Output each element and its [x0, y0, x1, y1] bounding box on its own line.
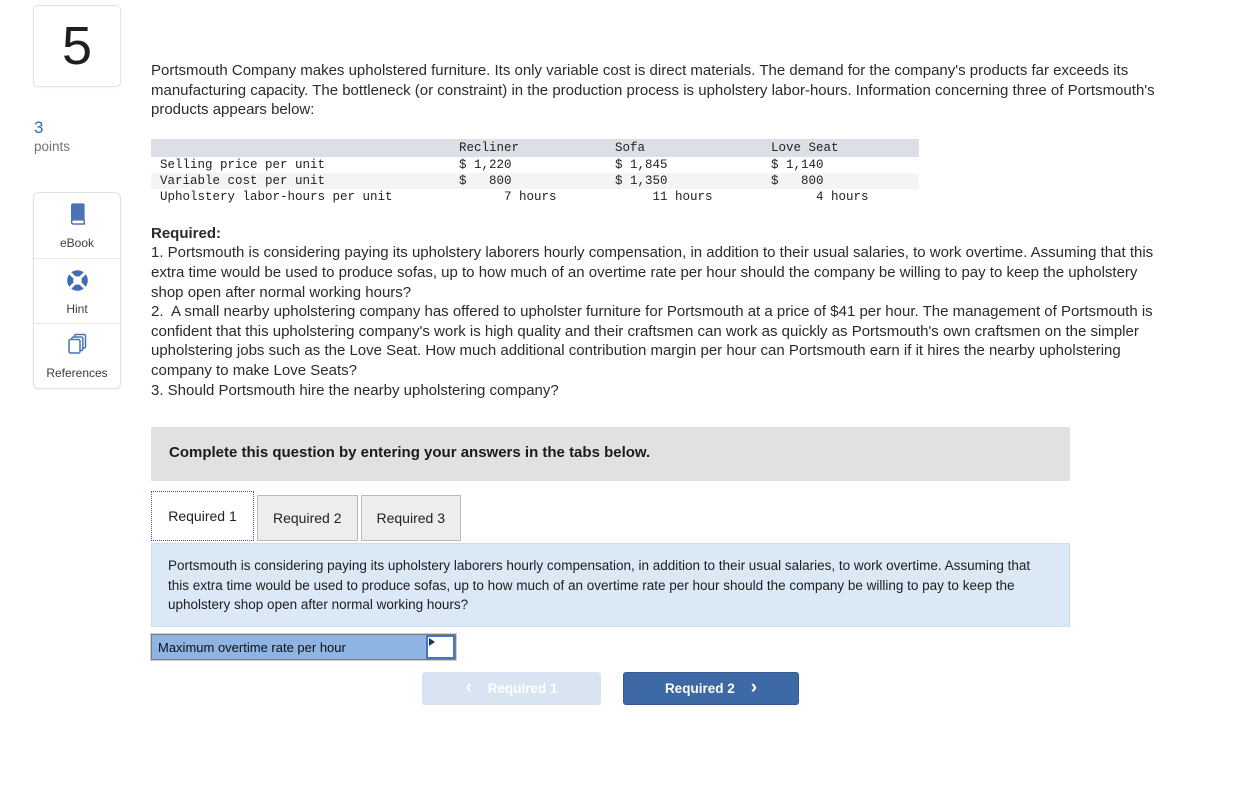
column-header-sofa: Sofa — [607, 139, 763, 157]
cell-value: 4 hours — [771, 189, 869, 204]
points-value: 3 — [34, 118, 44, 137]
life-ring-icon — [64, 267, 91, 299]
tab-required-3[interactable]: Required 3 — [361, 495, 462, 541]
cell-value: 11 hours — [615, 189, 713, 204]
question-content — [151, 0, 1166, 705]
resources-card — [33, 192, 121, 389]
ebook-label: eBook — [59, 236, 95, 250]
tab-required-1[interactable]: Required 1 — [151, 491, 254, 541]
previous-required-button[interactable] — [422, 672, 601, 705]
required-item-2: 2. A small nearby upholstering company has offered to upholster furniture for Portsmouth at a price of $41 per hour. The management of Portsmouth is confident that this upholstering company's work is high quality and their craftsmen can work as quickly as Portsmouth's own craftsmen on the simpler upholstering jobs such as the Love Seat. How much additional contribution margin per hour can Portsmouth earn if it hires the nearby upholstering company to make Love Seats? — [151, 303, 1157, 379]
left-rail — [33, 0, 121, 389]
row-label: Variable cost per unit — [160, 173, 326, 188]
points-block — [33, 118, 121, 155]
required-item-1: 1. Portsmouth is considering paying its upholstery laborers hourly compensation, in addition to their usual salaries, to work overtime. Assuming that this extra time would be used to produce sofas, up to how much of an overtime rate per hour should the company be willing to pay to keep the upholstery shop open after normal working hours? — [151, 244, 1158, 301]
references-button[interactable] — [34, 323, 120, 388]
answer-row — [151, 634, 456, 660]
points-label: points — [34, 139, 71, 154]
cell-value: $ 1,350 — [615, 173, 668, 188]
stacked-pages-icon — [64, 332, 90, 363]
column-header-love-seat: Love Seat — [763, 139, 919, 157]
question-number: 5 — [61, 16, 93, 76]
ebook-button[interactable] — [34, 193, 120, 258]
question-number-card — [33, 5, 121, 87]
table-header-row — [151, 139, 919, 157]
answer-panel — [151, 427, 1070, 705]
next-button-label: Required 2 — [664, 681, 735, 697]
book-icon — [64, 201, 91, 233]
chevron-left-icon: ‹ — [465, 677, 472, 699]
chevron-right-icon: › — [750, 677, 758, 699]
cell-value: $ 800 — [771, 173, 824, 188]
hint-label: Hint — [66, 301, 88, 316]
cell-value: $ 1,140 — [771, 157, 824, 172]
tab-required-2[interactable]: Required 2 — [257, 495, 358, 541]
cell-value: $ 1,845 — [615, 157, 668, 172]
panel-instruction: Complete this question by entering your answers in the tabs below. — [151, 427, 1070, 481]
table-row — [151, 189, 919, 205]
required-heading: Required: — [151, 224, 222, 242]
tab-question-text: Portsmouth is considering paying its upholstery laborers hourly compensation, in addition to their usual salaries, to work overtime. Assuming that this extra time would be used to produce sofas, up to how much of an overtime rate per hour should the company be willing to pay to keep the upholstery shop open after normal working hours? — [151, 543, 1070, 627]
row-label: Selling price per unit — [160, 157, 326, 172]
problem-intro: Portsmouth Company makes upholstered furniture. Its only variable cost is direct materials. The demand for the company's products far exceeds its manufacturing capacity. The bottleneck (or constraint) in the production process is upholstery labor-hours. Information concerning three of Portsmouth's products appears below: — [151, 62, 1155, 119]
required-section — [151, 224, 1166, 400]
table-row — [151, 157, 919, 173]
hint-button[interactable] — [34, 258, 120, 323]
references-label: References — [46, 366, 108, 380]
cell-value: 7 hours — [459, 189, 557, 204]
previous-button-label: Required 1 — [487, 681, 558, 697]
next-required-button[interactable] — [623, 672, 799, 705]
cell-value: $ 1,220 — [459, 157, 512, 172]
answer-row-label: Maximum overtime rate per hour — [158, 639, 346, 655]
column-header-blank — [151, 139, 451, 157]
cell-value: $ 800 — [459, 173, 512, 188]
table-row — [151, 173, 919, 189]
required-item-3: 3. Should Portsmouth hire the nearby upholstering company? — [151, 381, 559, 399]
column-header-recliner: Recliner — [451, 139, 607, 157]
product-data-table — [151, 139, 919, 205]
answer-cell-marker-icon — [429, 638, 435, 646]
answer-input-cell[interactable] — [426, 635, 455, 659]
row-label: Upholstery labor-hours per unit — [160, 189, 393, 204]
required-tabs — [151, 491, 1070, 541]
tab-navigation — [151, 672, 1070, 705]
